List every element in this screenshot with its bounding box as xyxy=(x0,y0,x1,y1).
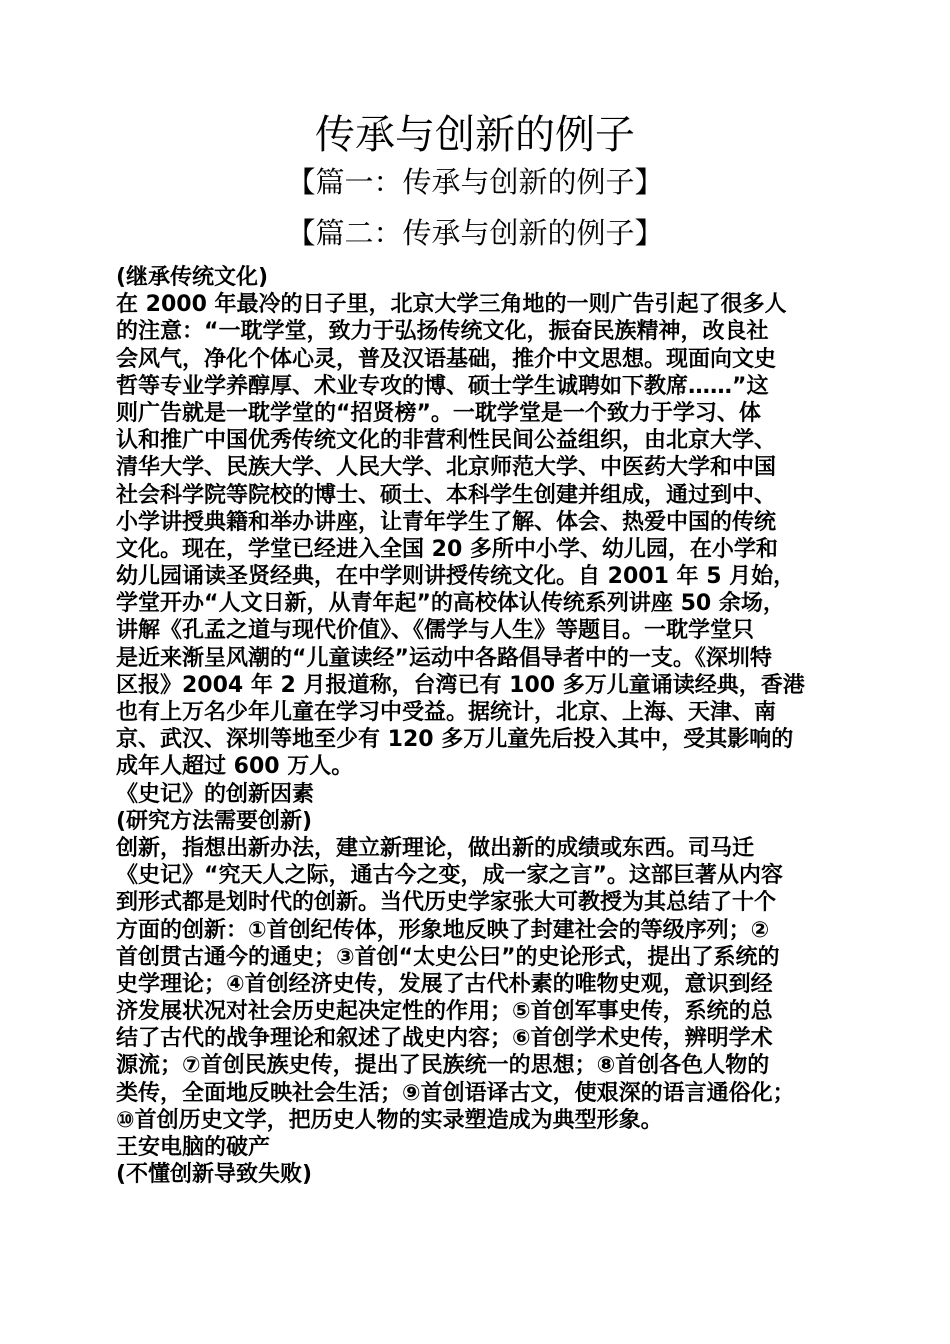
text-line: 讲解《孔孟之道与现代价值》、《儒学与人生》等题目。一耽学堂只 xyxy=(116,618,755,644)
text-line: 文化。现在，学堂已经进入全国 20 多所中小学、幼儿园，在小学和 xyxy=(116,536,778,562)
text-line: 王安电脑的破产 xyxy=(116,1135,271,1160)
text-line: 到形式都是划时代的创新。当代历史学家张大可教授为其总结了十个 xyxy=(116,890,777,916)
text-line: 是近来渐呈风潮的“儿童读经”运动中各路倡导者中的一支。《深圳特 xyxy=(116,645,772,671)
text-line: 方面的创新：①首创纪传体，形象地反映了封建社会的等级序列；② xyxy=(116,917,770,943)
text-line: 清华大学、民族大学、人民大学、北京师范大学、中医药大学和中国 xyxy=(116,455,777,481)
text-line: 认和推广中国优秀传统文化的非营利性民间公益组织，由北京大学、 xyxy=(116,428,777,454)
text-line: 济发展状况对社会历史起决定性的作用；⑤首创军事史传，系统的总 xyxy=(116,999,773,1025)
text-line: 史学理论；④首创经济史传，发展了古代朴素的唯物史观，意识到经 xyxy=(116,971,773,997)
document-title: 传承与创新的例子 xyxy=(315,112,635,158)
text-line: 京、武汉、深圳等地至少有 120 多万儿童先后投入其中，受其影响的 xyxy=(116,727,794,753)
text-line: 也有上万名少年儿童在学习中受益。据统计，北京、上海、天津、南 xyxy=(116,700,777,725)
text-line: 《史记》“究天人之际，通古今之变，成一家之言”。这部巨著从内容 xyxy=(116,863,783,889)
text-line: (继承传统文化) xyxy=(116,265,269,290)
text-line: 创新，指想出新办法，建立新理论，做出新的成绩或东西。司马迁 xyxy=(116,835,755,861)
text-line: 学堂开办“人文日新，从青年起”的高校体认传统系列讲座 50 余场， xyxy=(116,591,785,617)
text-line: 《史记》的创新因素 xyxy=(116,781,315,807)
text-line: 哲等专业学养醇厚、术业专攻的博、硕士学生诚聘如下教席……”这 xyxy=(116,373,769,399)
text-line: 在 2000 年最冷的日子里，北京大学三角地的一则广告引起了很多人 xyxy=(116,292,787,318)
text-line: 源流；⑦首创民族史传，提出了民族统一的思想；⑧首创各色人物的 xyxy=(116,1053,770,1079)
text-line: 社会科学院等院校的博士、硕士、本科学生创建并组成，通过到中、 xyxy=(116,482,777,508)
text-line: 成年人超过 600 万人。 xyxy=(116,754,354,780)
text-line: 小学讲授典籍和举办讲座，让青年学生了解、体会、热爱中国的传统 xyxy=(116,509,777,535)
section-heading-1: 【篇一：传承与创新的例子】 xyxy=(286,165,664,199)
text-line: 则广告就是一耽学堂的“招贤榜”。一耽学堂是一个致力于学习、体 xyxy=(116,400,761,426)
text-line: 首创贯古通今的通史；③首创“太史公曰”的史论形式，提出了系统的 xyxy=(116,944,780,970)
text-line: 会风气，净化个体心灵，普及汉语基础，推介中文思想。现面向文史 xyxy=(116,346,777,372)
document-body xyxy=(116,264,841,1188)
section-heading-2: 【篇二：传承与创新的例子】 xyxy=(286,216,664,250)
text-line: 结了古代的战争理论和叙述了战史内容；⑥首创学术史传，辨明学术 xyxy=(116,1026,773,1052)
text-line: 类传，全面地反映社会生活；⑨首创语译古文，使艰深的语言通俗化； xyxy=(116,1080,795,1106)
text-line: (研究方法需要创新) xyxy=(116,808,313,834)
text-line: (不懂创新导致失败) xyxy=(116,1162,313,1188)
text-line: 幼儿园诵读圣贤经典，在中学则讲授传统文化。自 2001 年 5 月始， xyxy=(116,564,796,590)
text-line: 的注意：“一耽学堂，致力于弘扬传统文化，振奋民族精神，改良社 xyxy=(116,319,769,345)
text-line: 区报》2004 年 2 月报道称，台湾已有 100 多万儿童诵读经典，香港 xyxy=(116,672,805,698)
text-line: ⑩首创历史文学，把历史人物的实录塑造成为典型形象。 xyxy=(116,1107,663,1133)
